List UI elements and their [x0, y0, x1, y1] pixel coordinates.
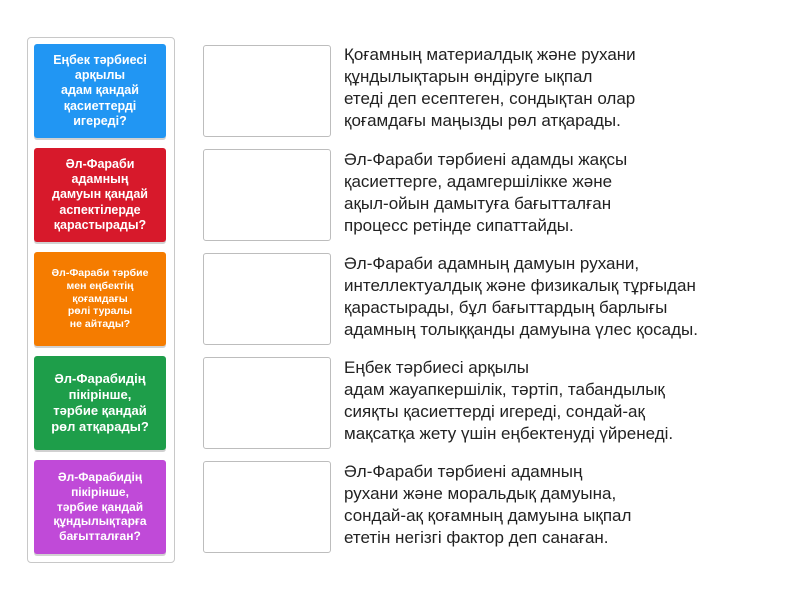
drop-slot-1[interactable] — [203, 45, 331, 137]
draggable-card-1[interactable]: Еңбек тәрбиесі арқылы адам қандай қасиеттерді игереді? — [34, 44, 166, 138]
drop-slot-4[interactable] — [203, 357, 331, 449]
drop-slot-3[interactable] — [203, 253, 331, 345]
draggable-card-3[interactable]: Әл-Фараби тәрбие мен еңбектің қоғамдағы рөлі туралы не айтады? — [34, 252, 166, 346]
draggable-card-5[interactable]: Әл-Фарабидің пікірінше, тәрбие қандай құндылықтарға бағытталған? — [34, 460, 166, 554]
drop-slot-2[interactable] — [203, 149, 331, 241]
answer-text-3: Әл-Фараби адамның дамуын рухани, интеллектуалдық және физикалық тұрғыдан қарастырады, бұл бағыттардың барлығы адамның толыққанды дамуына үлес қосады. — [344, 254, 698, 339]
answer-text-2: Әл-Фараби тәрбиені адамды жақсы қасиеттерге, адамгершілікке және ақыл-ойын дамытуға бағытталған процесс ретінде сипаттайды. — [344, 150, 628, 235]
drop-slot-5[interactable] — [203, 461, 331, 553]
draggable-card-2[interactable]: Әл-Фараби адамның дамуын қандай аспектілерде қарастырады? — [34, 148, 166, 242]
answer-text-1: Қоғамның материалдық және рухани құндылықтарын өндіруге ықпал етеді деп есептеген, сондықтан олар қоғамдағы маңызды рөл атқарады. — [344, 45, 636, 130]
answer-text-5: Әл-Фараби тәрбиені адамның рухани және моральдық дамуына, сондай-ақ қоғамның дамуына ықпал ететін негізгі фактор деп санаған. — [344, 462, 632, 547]
draggable-card-4[interactable]: Әл-Фарабидің пікірінше, тәрбие қандай рөл атқарады? — [34, 356, 166, 450]
answer-text-4: Еңбек тәрбиесі арқылы адам жауапкершілік, тәртіп, табандылық сияқты қасиеттерді игереді, сондай-ақ мақсатқа жету үшін еңбектенуді үйренеді. — [344, 358, 674, 443]
